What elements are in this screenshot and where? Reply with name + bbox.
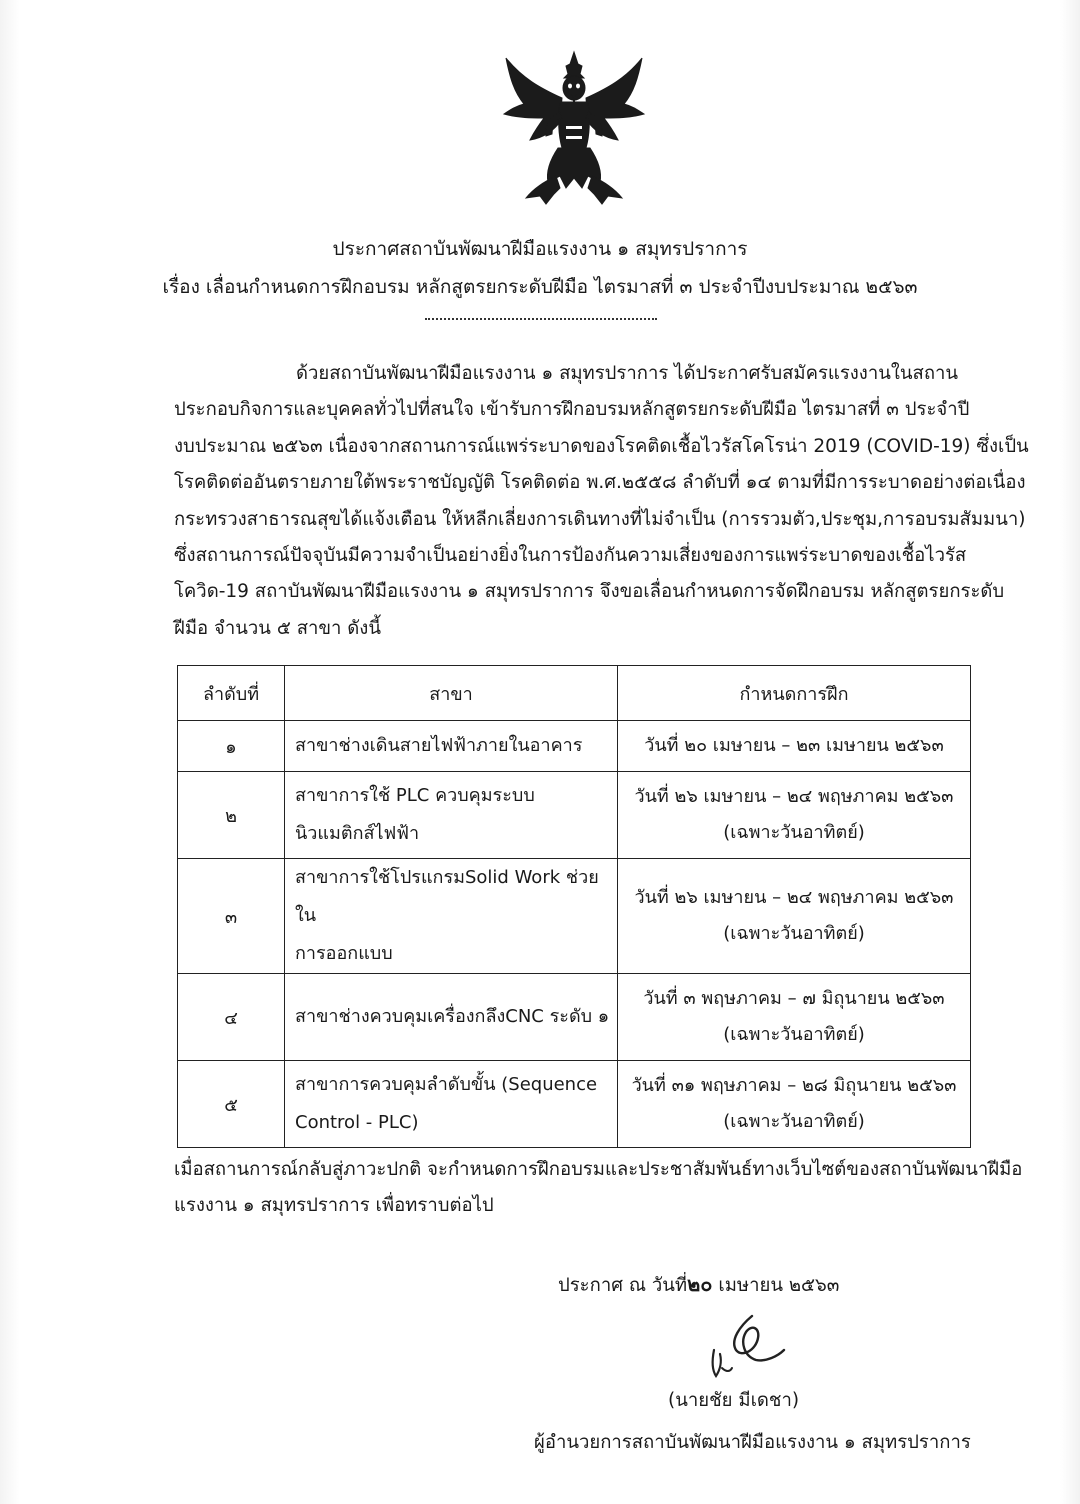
row-number: ๓ — [178, 859, 285, 974]
body-line: ฝีมือ จำนวน ๕ สาขา ดังนี้ — [174, 617, 381, 639]
table-row — [178, 772, 971, 859]
schedule-line: วันที่ ๒๐ เมษายน – ๒๓ เมษายน ๒๕๖๓ — [644, 735, 944, 756]
row-number: ๒ — [178, 772, 285, 859]
schedule-note: (เฉพาะวันอาทิตย์) — [723, 1111, 865, 1132]
schedule-note: (เฉพาะวันอาทิตย์) — [723, 822, 865, 843]
branch-line: สาขาการใช้โปรแกรมSolid Work ช่วยใน — [295, 867, 599, 926]
schedule-note: (เฉพาะวันอาทิตย์) — [723, 923, 865, 944]
header-no: ลำดับที่ — [178, 666, 285, 721]
announcement-subject: เรื่อง เลื่อนกำหนดการฝึกอบรม หลักสูตรยกระดับฝีมือ ไตรมาสที่ ๓ ประจำปีงบประมาณ ๒๕๖๓ — [162, 276, 918, 298]
row-schedule — [618, 974, 971, 1061]
branch-line: สาขาช่างควบคุมเครื่องกลึงCNC ระดับ ๑ — [295, 1006, 610, 1027]
branch-line: สาขาการควบคุมลำดับขั้น (Sequence — [295, 1074, 598, 1095]
body-line: งบประมาณ ๒๕๖๓ เนื่องจากสถานการณ์แพร่ระบาดของโรคติดเชื้อไวรัสโคโรน่า 2019 (COVID-19) ซึ่งเป็น — [174, 435, 1029, 457]
schedule-line: วันที่ ๓ พฤษภาคม – ๗ มิถุนายน ๒๕๖๓ — [643, 988, 945, 1009]
garuda-emblem-icon — [500, 48, 648, 206]
row-branch — [285, 974, 618, 1061]
body-line: ด้วยสถาบันพัฒนาฝีมือแรงงาน ๑ สมุทรปราการ ได้ประกาศรับสมัครแรงงานในสถาน — [296, 363, 959, 384]
row-number: ๑ — [178, 721, 285, 772]
body-line: ซึ่งสถานการณ์ปัจจุบันมีความจำเป็นอย่างยิ่งในการป้องกันความเสี่ยงของการแพร่ระบาดของเชื้อไวรัส — [174, 544, 967, 566]
row-branch — [285, 1061, 618, 1148]
table-row — [178, 1061, 971, 1148]
table-row — [178, 859, 971, 974]
body-paragraph — [174, 356, 1029, 647]
body-line: โควิด-19 สถาบันพัฒนาฝีมือแรงงาน ๑ สมุทรปราการ จึงขอเลื่อนกำหนดการจัดฝึกอบรม หลักสูตรยกระดับ — [174, 581, 1005, 603]
announcement-title: ประกาศสถาบันพัฒนาฝีมือแรงงาน ๑ สมุทรปราการ — [332, 238, 748, 260]
table-row — [178, 974, 971, 1061]
date-month-year: เมษายน ๒๕๖๓ — [712, 1275, 840, 1296]
announcement-date — [558, 1268, 839, 1300]
signer-title: ผู้อำนวยการสถาบันพัฒนาฝีมือแรงงาน ๑ สมุทรปราการ — [534, 1432, 971, 1453]
row-schedule — [618, 721, 971, 772]
branch-line: นิวแมติกส์ไฟฟ้า — [295, 823, 420, 844]
row-schedule — [618, 859, 971, 974]
row-number: ๔ — [178, 974, 285, 1061]
header-branch: สาขา — [285, 666, 618, 721]
schedule-note: (เฉพาะวันอาทิตย์) — [723, 1024, 865, 1045]
closing-line: เมื่อสถานการณ์กลับสู่ภาวะปกติ จะกำหนดการฝึกอบรมและประชาสัมพันธ์ทางเว็บไซต์ของสถาบันพัฒนาฝีมือ — [174, 1159, 1023, 1180]
dotted-separator — [425, 318, 657, 320]
row-branch — [285, 721, 618, 772]
body-line: โรคติดต่ออันตรายภายใต้พระราชบัญญัติ โรคติดต่อ พ.ศ.๒๕๕๘ ลำดับที่ ๑๔ ตามที่มีการระบาดอย่างต่อเนื่อง — [174, 472, 1026, 494]
date-prefix: ประกาศ ณ วันที่ — [558, 1275, 688, 1296]
handwritten-signature — [700, 1310, 810, 1390]
branch-line: สาขาการใช้ PLC ควบคุมระบบ — [295, 785, 535, 806]
row-branch — [285, 859, 618, 974]
training-schedule-table — [177, 665, 971, 1148]
branch-line: Control - PLC) — [295, 1112, 419, 1133]
row-schedule — [618, 772, 971, 859]
body-line: กระทรวงสาธารณสุขได้แจ้งเตือน ให้หลีกเลี่ยงการเดินทางที่ไม่จำเป็น (การรวมตัว,ประชุม,การอบรมสัมมนา) — [174, 508, 1026, 530]
branch-line: การออกแบบ — [295, 943, 393, 964]
date-day: ๒๐ — [687, 1272, 713, 1296]
branch-line: สาขาช่างเดินสายไฟฟ้าภายในอาคาร — [295, 735, 583, 756]
table-row — [178, 721, 971, 772]
header-schedule: กำหนดการฝึก — [618, 666, 971, 721]
closing-line: แรงงาน ๑ สมุทรปราการ เพื่อทราบต่อไป — [174, 1195, 494, 1217]
body-line: ประกอบกิจการและบุคคลทั่วไปที่สนใจ เข้ารับการฝึกอบรมหลักสูตรยกระดับฝีมือ ไตรมาสที่ ๓ ประจำปี — [174, 399, 970, 421]
closing-paragraph — [174, 1152, 1023, 1225]
table-header-row — [178, 666, 971, 721]
row-branch — [285, 772, 618, 859]
signer-name: (นายชัย มีเดชา) — [668, 1390, 800, 1411]
schedule-line: วันที่ ๒๖ เมษายน – ๒๔ พฤษภาคม ๒๕๖๓ — [634, 786, 954, 807]
row-number: ๕ — [178, 1061, 285, 1148]
schedule-line: วันที่ ๓๑ พฤษภาคม – ๒๘ มิถุนายน ๒๕๖๓ — [631, 1075, 957, 1096]
row-schedule — [618, 1061, 971, 1148]
schedule-line: วันที่ ๒๖ เมษายน – ๒๔ พฤษภาคม ๒๕๖๓ — [634, 887, 954, 908]
